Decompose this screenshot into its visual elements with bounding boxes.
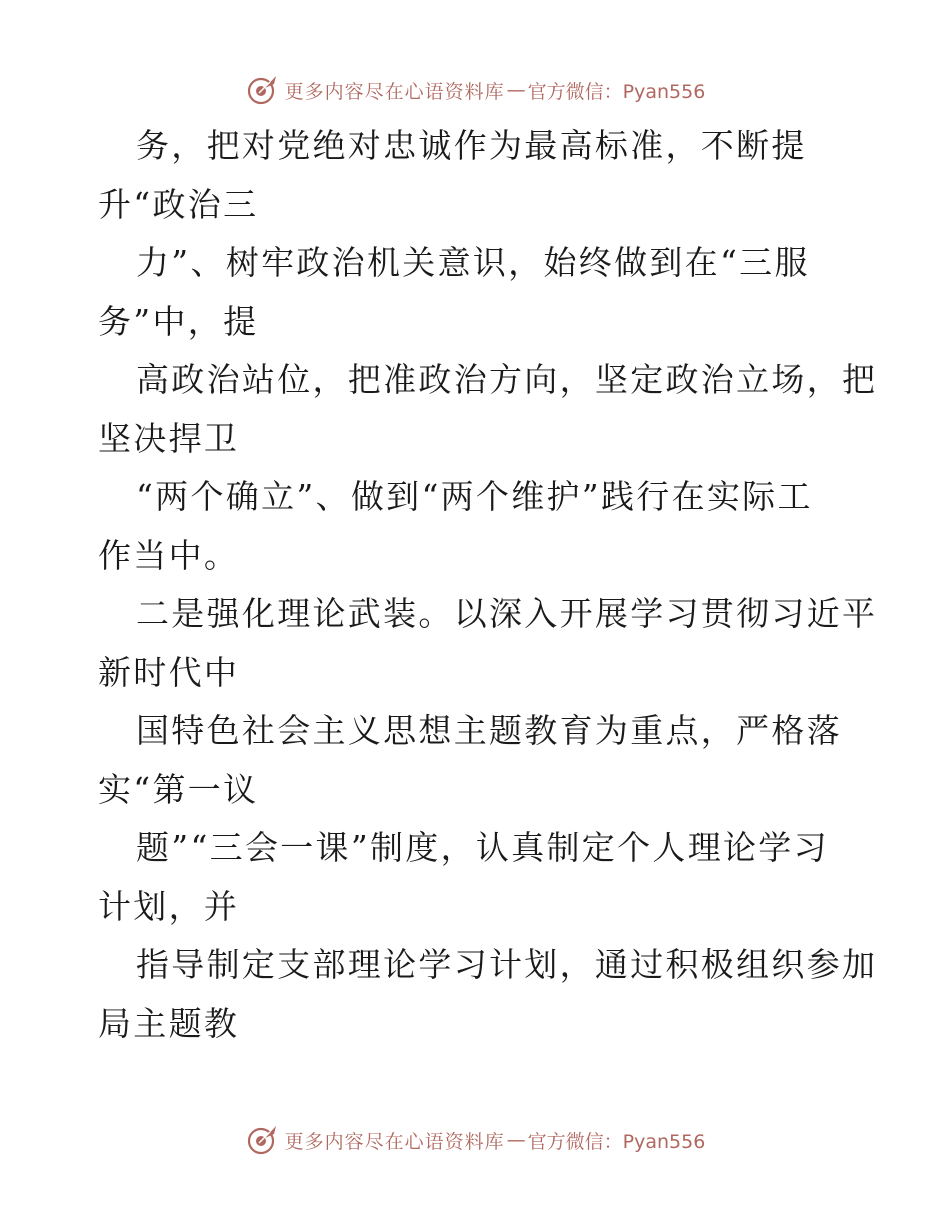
body-line-2: 升“政治三 [98, 185, 259, 224]
body-line-14: 计划，并 [98, 887, 240, 926]
body-line-15: 指导制定支部理论学习计划，通过积极组织参加 [136, 945, 878, 984]
body-line-8: 作当中。 [98, 536, 240, 575]
body-line-6: 坚决捍卫 [98, 419, 240, 458]
body-line-13: 题”“三会一课”制度，认真制定个人理论学习 [136, 828, 829, 867]
body-line-7: “两个确立”、做到“两个维护”践行在实际工 [136, 477, 813, 516]
footer-contact-text: 官方微信：Pyan556 [527, 1130, 706, 1153]
quill-seal-icon [245, 1123, 279, 1157]
body-line-4: 务”中，提 [98, 302, 259, 341]
header-contact-text: 官方微信：Pyan556 [527, 80, 706, 103]
footer-banner [0, 1120, 950, 1160]
body-line-3: 力”、树牢政治机关意识，始终做到在“三服 [136, 243, 810, 282]
body-line-5: 高政治站位，把准政治方向，坚定政治立场，把 [136, 360, 878, 399]
header-brand-text: 更多内容尽在心语资料库 [284, 80, 505, 103]
body-line-9: 二是强化理论武装。以深入开展学习贯彻习近平 [136, 594, 878, 633]
body-line-11: 国特色社会主义思想主题教育为重点，严格落 [136, 711, 842, 750]
body-line-10: 新时代中 [98, 653, 240, 692]
footer-brand-text: 更多内容尽在心语资料库 [284, 1130, 505, 1153]
body-line-16: 局主题教 [98, 1004, 240, 1043]
body-line-12: 实“第一议 [98, 770, 259, 809]
footer-dash: — [506, 1129, 526, 1151]
body-line-1: 务，把对党绝对忠诚作为最高标准，不断提 [136, 126, 807, 165]
header-banner [0, 70, 950, 110]
header-dash: — [506, 79, 526, 101]
quill-seal-icon [245, 73, 279, 107]
